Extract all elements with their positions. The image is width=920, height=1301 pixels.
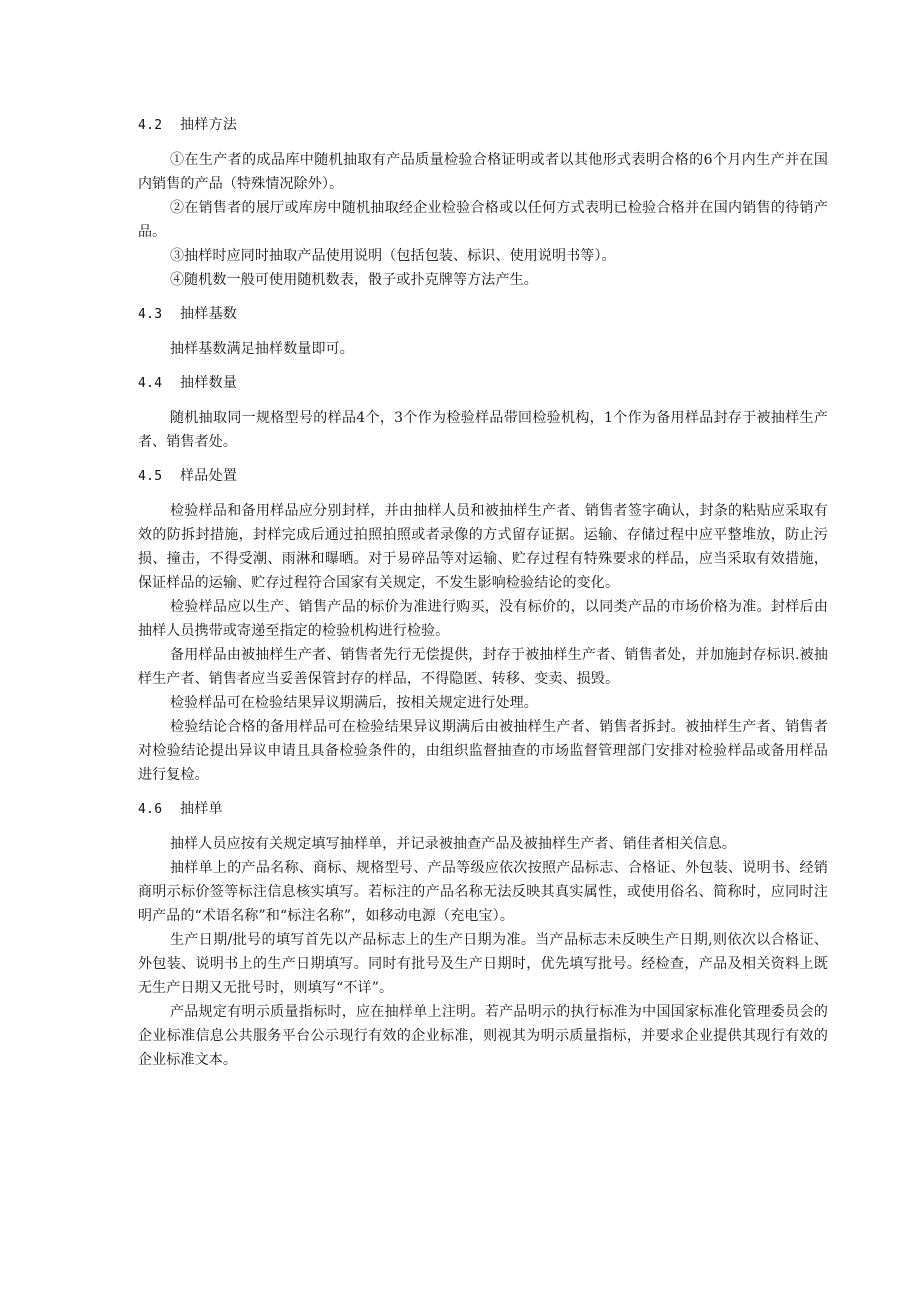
- section-title: 抽样基数: [180, 306, 238, 322]
- paragraph: ④随机数一般可使用随机数表，骰子或扑克牌等方法产生。: [170, 272, 538, 288]
- section-number: 4.4: [138, 376, 163, 391]
- section-heading: [138, 302, 828, 327]
- section-title: 抽样单: [180, 801, 223, 817]
- section-4-5: [138, 464, 828, 787]
- paragraph: 产品规定有明示质量指标时，应在抽样单上注明。若产品明示的执行标准为中国国家标准化管理委员会的企业标准信息公共服务平台公示现行有效的企业标准，则视其为明示质量指标，并要求企业提供其现行有效的企业标准文本。: [138, 1004, 828, 1068]
- section-4-4: [138, 371, 828, 454]
- section-number: 4.6: [138, 802, 163, 817]
- section-title: 抽样方法: [180, 117, 238, 133]
- paragraph: 抽样单上的产品名称、商标、规格型号、产品等级应依次按照产品标志、合格证、外包装、说明书、经销商明示标价签等标注信息核实填写。若标注的产品名称无法反映其真实属性，或使用俗名、简称时，应同时注明产品的“术语名称”和“标注名称”，如移动电源（充电宝）。: [138, 860, 828, 924]
- paragraph: 检验结论合格的备用样品可在检验结果异议期满后由被抽样生产者、销售者拆封。被抽样生产者、销售者对检验结论提出异议申请且具备检验条件的，由组织监督抽查的市场监督管理部门安排对检验样品或备用样品进行复检。: [138, 719, 828, 783]
- paragraph: 随机抽取同一规格型号的样品4个，3个作为检验样品带回检验机构，1个作为备用样品封存于被抽样生产者、销售者处。: [138, 410, 828, 450]
- paragraph: 生产日期/批号的填写首先以产品标志上的生产日期为准。当产品标志未反映生产日期,则依次以合格证、外包装、说明书上的生产日期填写。同时有批号及生产日期时，优先填写批号。经检查，产品及相关资料上既无生产日期又无批号时，则填写“不详”。: [138, 932, 828, 996]
- section-heading: [138, 371, 828, 396]
- section-4-3: [138, 302, 828, 361]
- section-heading: [138, 113, 828, 138]
- paragraph: 检验样品可在检验结果异议期满后，按相关规定进行处理。: [170, 695, 538, 711]
- section-title: 样品处置: [180, 468, 238, 484]
- section-4-2: [138, 113, 828, 292]
- section-4-6: [138, 797, 828, 1072]
- paragraph: 抽样基数满足抽样数量即可。: [170, 341, 354, 357]
- section-heading: [138, 797, 828, 822]
- paragraph: ②在销售者的展厅或库房中随机抽取经企业检验合格或以任何方式表明已检验合格并在国内销售的待销产品。: [138, 200, 828, 240]
- section-number: 4.2: [138, 118, 163, 133]
- paragraph: ①在生产者的成品库中随机抽取有产品质量检验合格证明或者以其他形式表明合格的6个月内生产并在国内销售的产品（特殊情况除外）。: [138, 152, 828, 192]
- section-number: 4.5: [138, 469, 163, 484]
- document-body: [138, 113, 828, 1072]
- paragraph: 抽样人员应按有关规定填写抽样单，并记录被抽查产品及被抽样生产者、销佳者相关信息。: [170, 836, 736, 852]
- section-title: 抽样数量: [180, 375, 238, 391]
- paragraph: 检验样品应以生产、销售产品的标价为准进行购买，没有标价的，以同类产品的市场价格为准。封样后由抽样人员携带或寄递至指定的检验机构进行检验。: [138, 599, 828, 639]
- paragraph: 检验样品和备用样品应分别封样，并由抽样人员和被抽样生产者、销售者签字确认，封条的粘贴应采取有效的防拆封措施，封样完成后通过拍照拍照或者录像的方式留存证据。运输、存储过程中应平整堆放，防止污损、撞击，不得受潮、雨淋和曝晒。对于易碎品等对运输、贮存过程有特殊要求的样品，应当采取有效措施，保证样品的运输、贮存过程符合国家有关规定，不发生影响检验结论的变化。: [138, 503, 828, 591]
- paragraph: ③抽样时应同时抽取产品使用说明（包括包装、标识、使用说明书等）。: [170, 248, 616, 264]
- section-number: 4.3: [138, 307, 163, 322]
- section-heading: [138, 464, 828, 489]
- paragraph: 备用样品由被抽样生产者、销售者先行无偿提供，封存于被抽样生产者、销售者处，并加施封存标识.被抽样生产者、销售者应当妥善保管封存的样品，不得隐匿、转移、变卖、损毁。: [138, 647, 828, 687]
